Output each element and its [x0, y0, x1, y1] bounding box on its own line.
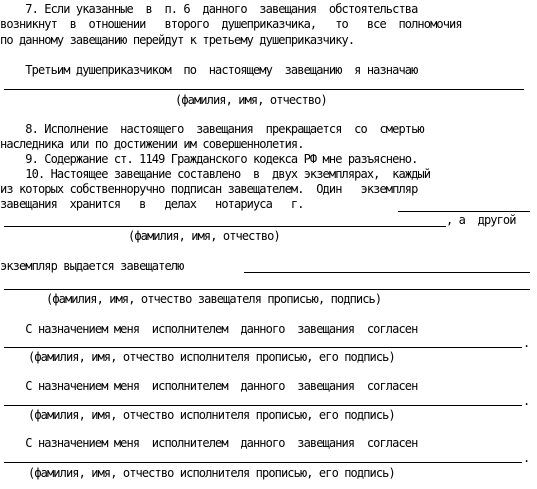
- p9-line1: 9. Содержание ст. 1149 Гражданского кодекса РФ мне разъяснено.: [0, 152, 418, 166]
- consent-2-caption: (фамилия, имя, отчество исполнителя прописью, его подпись): [28, 408, 395, 422]
- p7-line1: 7. Если указанные в п. 6 данного завещания обстоятельства: [0, 2, 418, 16]
- notary-city-field[interactable]: [398, 211, 530, 212]
- consent-2-line: С назначением меня исполнителем данного завещания согласен: [0, 379, 418, 393]
- third-executor-caption: (фамилия, имя, отчество): [175, 93, 327, 107]
- p10-line2: из которых собственноручно подписан завещателем. Один экземпляр: [0, 182, 418, 196]
- p10-line3: завещания хранится в делах нотариуса г.: [0, 197, 304, 211]
- testator-line: экземпляр выдается завещателю: [0, 259, 184, 273]
- consent-1-signature-field[interactable]: [4, 347, 522, 348]
- p7-line2: возникнут в отношении второго душеприказчика, то все полномочия: [0, 17, 462, 31]
- consent-1-caption: (фамилия, имя, отчество исполнителя прописью, его подпись): [28, 350, 395, 364]
- third-executor-line: Третьим душеприказчиком по настоящему завещанию я назначаю: [0, 63, 418, 77]
- consent-3-signature-field[interactable]: [4, 462, 522, 463]
- p8-line2: наследника или по достижении им совершеннолетия.: [0, 137, 304, 151]
- consent-2-signature-field[interactable]: [4, 405, 522, 406]
- consent-3-caption: (фамилия, имя, отчество исполнителя прописью, его подпись): [28, 466, 395, 480]
- consent-3-end: .: [523, 451, 530, 465]
- consent-1-end: .: [523, 336, 530, 350]
- consent-2-end: .: [523, 394, 530, 408]
- testator-caption: (фамилия, имя, отчество завещателя прописью, подпись): [46, 292, 382, 306]
- consent-3-line: С назначением меня исполнителем данного завещания согласен: [0, 436, 418, 450]
- p8-line1: 8. Исполнение настоящего завещания прекращается со смертью: [0, 122, 424, 136]
- p7-line3: по данному завещанию перейдут к третьему душеприказчику.: [0, 33, 355, 47]
- consent-1-line: С назначением меня исполнителем данного завещания согласен: [0, 322, 418, 336]
- testator-field-1[interactable]: [244, 272, 530, 273]
- third-executor-name-field[interactable]: [4, 89, 524, 90]
- notary-caption: (фамилия, имя, отчество): [128, 229, 280, 243]
- testator-field-2[interactable]: [4, 289, 530, 290]
- p10-line4-end: , а другой: [446, 213, 516, 227]
- notary-name-field[interactable]: [4, 226, 446, 227]
- p10-line1: 10. Настоящее завещание составлено в двух экземплярах, каждый: [0, 167, 431, 181]
